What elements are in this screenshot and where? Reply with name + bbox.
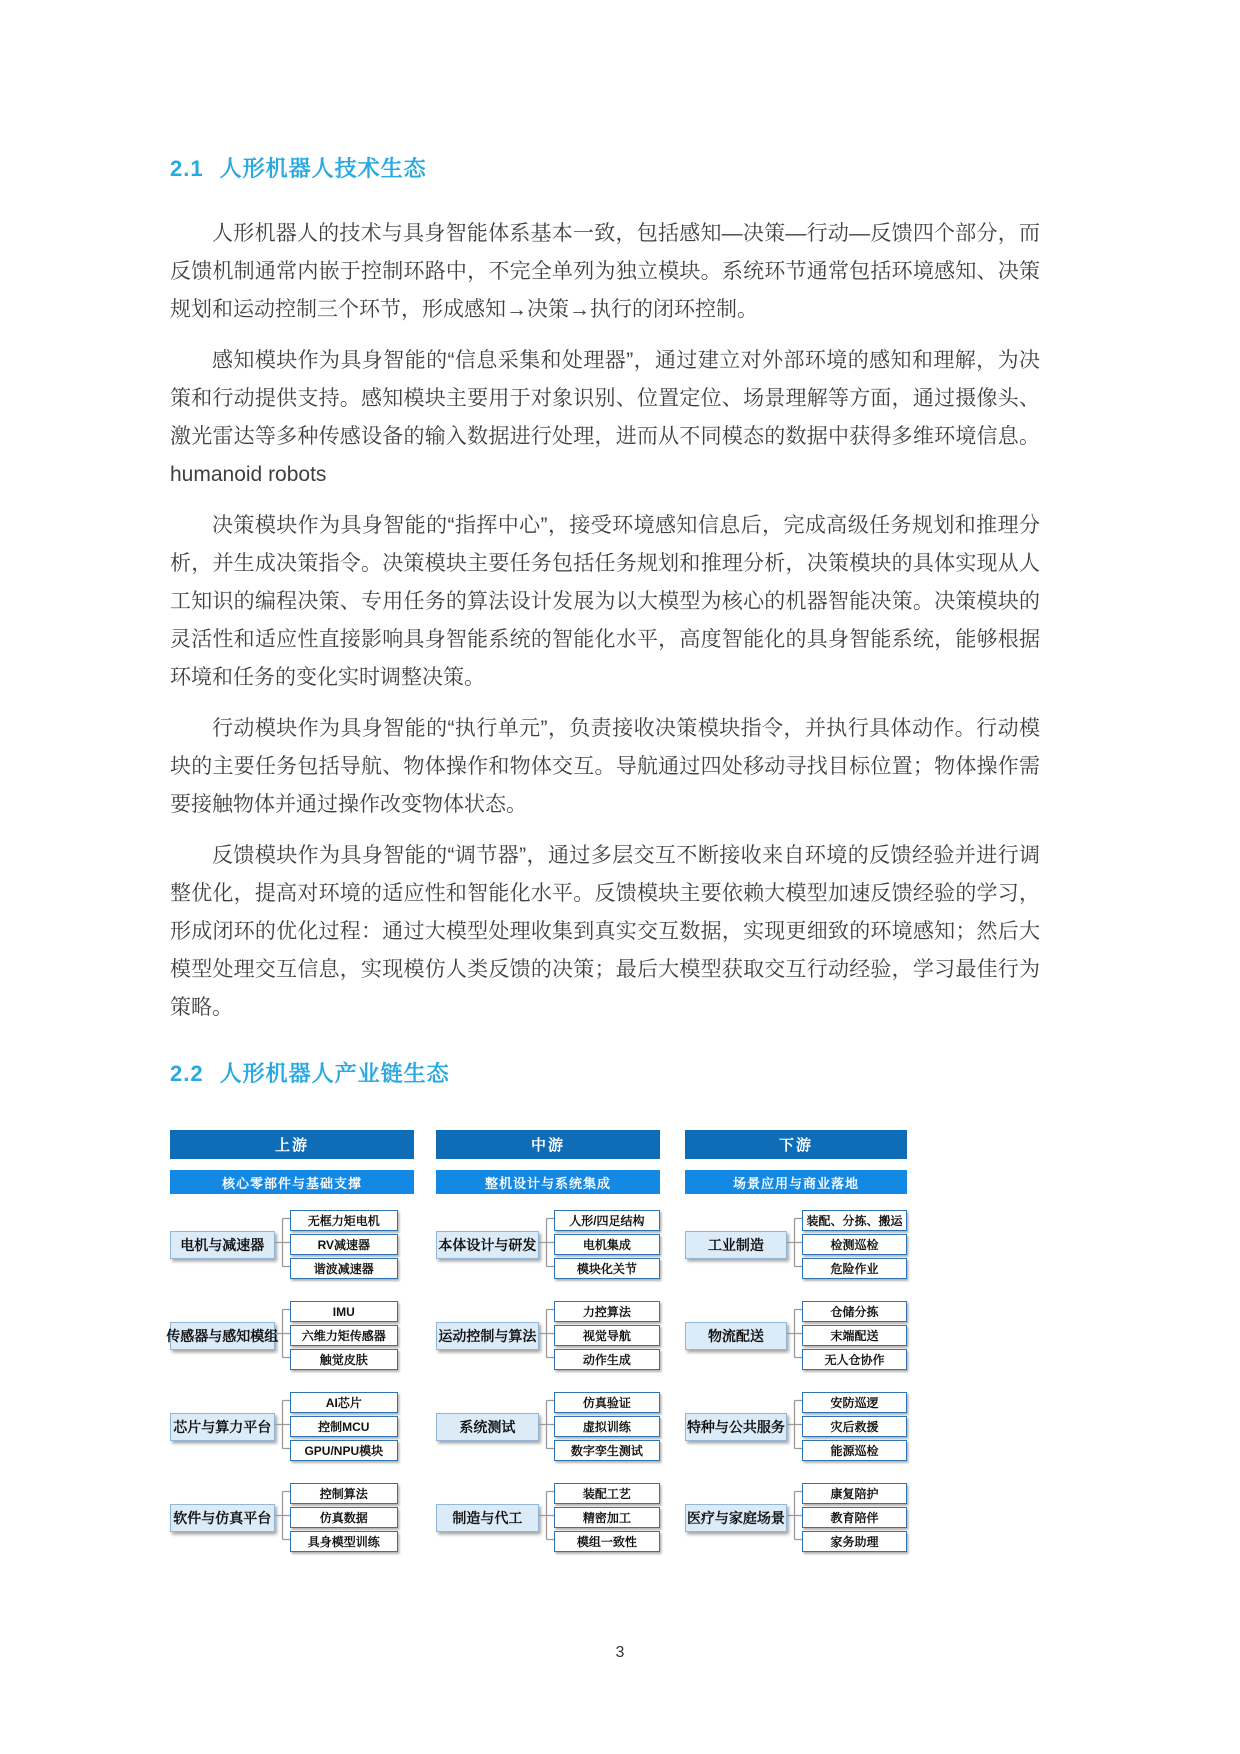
group-label: 运动控制与算法: [436, 1322, 539, 1350]
group-items: [802, 1392, 907, 1461]
section-2-1-heading: [170, 152, 1040, 183]
group-label: 本体设计与研发: [436, 1231, 539, 1259]
chain-item: 无框力矩电机: [290, 1210, 398, 1231]
chain-item: 危险作业: [802, 1258, 907, 1279]
chain-item: 谐波减速器: [290, 1258, 398, 1279]
group-items: [802, 1210, 907, 1279]
group-connector: [787, 1299, 802, 1373]
page-number: 3: [615, 1644, 625, 1661]
column-header: 下游: [685, 1130, 907, 1159]
bracket-connector-icon: [539, 1481, 554, 1550]
chain-group: [436, 1392, 660, 1461]
chain-item: 动作生成: [554, 1349, 660, 1370]
chain-item: 控制算法: [290, 1483, 398, 1504]
chain-group: [685, 1483, 907, 1552]
chain-item: 模组一致性: [554, 1531, 660, 1552]
chain-item: 触觉皮肤: [290, 1349, 398, 1370]
chain-group: [170, 1210, 414, 1279]
group-items: [554, 1483, 660, 1552]
chain-item: 虚拟训练: [554, 1416, 660, 1437]
group-label: 电机与减速器: [170, 1231, 275, 1259]
bracket-connector-icon: [275, 1481, 290, 1550]
group-connector: [275, 1481, 290, 1555]
group-label: 芯片与算力平台: [170, 1413, 275, 1441]
chain-item: 教育陪伴: [802, 1507, 907, 1528]
group-connector: [787, 1390, 802, 1464]
column-header: 中游: [436, 1130, 660, 1159]
group-items: [290, 1210, 398, 1279]
section-2-2-number: 2.2: [170, 1061, 204, 1086]
group-items: [290, 1392, 398, 1461]
chain-item: 人形/四足结构: [554, 1210, 660, 1231]
group-label: 制造与代工: [436, 1504, 539, 1532]
column-subheader: 核心零部件与基础支撑: [170, 1170, 414, 1194]
chain-item: 视觉导航: [554, 1325, 660, 1346]
chain-item: 无人仓协作: [802, 1349, 907, 1370]
chain-item: 仿真数据: [290, 1507, 398, 1528]
group-connector: [539, 1481, 554, 1555]
bracket-connector-icon: [539, 1208, 554, 1277]
chain-item: 模块化关节: [554, 1258, 660, 1279]
bracket-connector-icon: [787, 1208, 802, 1277]
group-connector: [275, 1208, 290, 1282]
chain-group: [436, 1301, 660, 1370]
chain-item: 检测巡检: [802, 1234, 907, 1255]
chain-item: IMU: [290, 1301, 398, 1322]
chain-group: [436, 1483, 660, 1552]
bracket-connector-icon: [539, 1299, 554, 1368]
bracket-connector-icon: [275, 1390, 290, 1459]
chain-group: [685, 1301, 907, 1370]
chain-item: 家务助理: [802, 1531, 907, 1552]
chain-item: 能源巡检: [802, 1440, 907, 1461]
chain-group: [436, 1210, 660, 1279]
chain-item: 精密加工: [554, 1507, 660, 1528]
chain-item: 仿真验证: [554, 1392, 660, 1413]
group-items: [802, 1483, 907, 1552]
chain-item: 具身模型训练: [290, 1531, 398, 1552]
page-content: [166, 0, 1040, 1574]
column-subheader: 场景应用与商业落地: [685, 1170, 907, 1194]
group-items: [290, 1483, 398, 1552]
chain-column-2: [436, 1130, 660, 1574]
group-label: 医疗与家庭场景: [685, 1504, 787, 1532]
industry-chain-diagram: [166, 1130, 908, 1574]
bracket-connector-icon: [787, 1390, 802, 1459]
chain-item: 末端配送: [802, 1325, 907, 1346]
paragraph-overview: 人形机器人的技术与具身智能体系基本一致，包括感知—决策—行动—反馈四个部分，而反馈机制通常内嵌于控制环路中，不完全单列为独立模块。系统环节通常包括环境感知、决策规划和运动控制三个环节，形成感知→决策→执行的闭环控制。: [170, 222, 1040, 321]
group-connector: [787, 1208, 802, 1282]
chain-group: [166, 1301, 414, 1370]
group-items: [554, 1392, 660, 1461]
group-connector: [539, 1299, 554, 1373]
section-2-2-title: 人形机器人产业链生态: [219, 1061, 450, 1086]
chain-group: [685, 1392, 907, 1461]
section-2-1-title: 人形机器人技术生态: [219, 156, 427, 181]
group-connector: [275, 1299, 290, 1373]
chain-column-3: [685, 1130, 907, 1574]
group-items: [802, 1301, 907, 1370]
bracket-connector-icon: [539, 1390, 554, 1459]
group-label: 软件与仿真平台: [170, 1504, 275, 1532]
section-2-1-number: 2.1: [170, 156, 204, 181]
group-label: 特种与公共服务: [685, 1413, 787, 1441]
group-items: [290, 1301, 398, 1370]
chain-group: [170, 1483, 414, 1552]
chain-group: [170, 1392, 414, 1461]
group-label: 工业制造: [685, 1231, 787, 1259]
group-connector: [275, 1390, 290, 1464]
bracket-connector-icon: [787, 1299, 802, 1368]
chain-item: 控制MCU: [290, 1416, 398, 1437]
group-items: [554, 1210, 660, 1279]
chain-group: [685, 1210, 907, 1279]
group-label: 传感器与感知模组: [170, 1322, 275, 1350]
column-header: 上游: [170, 1130, 414, 1159]
column-subheader: 整机设计与系统集成: [436, 1170, 660, 1194]
bracket-connector-icon: [787, 1481, 802, 1550]
chain-column-1: [166, 1130, 414, 1574]
group-label: 物流配送: [685, 1322, 787, 1350]
paragraph-decision-module: 决策模块作为具身智能的“指挥中心”，接受环境感知信息后，完成高级任务规划和推理分析，并生成决策指令。决策模块主要任务包括任务规划和推理分析，决策模块的具体实现从人工知识的编程决策、专用任务的算法设计发展为以大模型为核心的机器智能决策。决策模块的灵活性和适应性直接影响具身智能系统的智能化水平，高度智能化的具身智能系统，能够根据环境和任务的变化实时调整决策。: [170, 514, 1040, 689]
chain-item: 装配、分拣、搬运: [802, 1210, 907, 1231]
bracket-connector-icon: [275, 1208, 290, 1277]
chain-item: 装配工艺: [554, 1483, 660, 1504]
group-connector: [539, 1390, 554, 1464]
paragraph-action-module: 行动模块作为具身智能的“执行单元”，负责接收决策模块指令，并执行具体动作。行动模块的主要任务包括导航、物体操作和物体交互。导航通过四处移动寻找目标位置；物体操作需要接触物体并通过操作改变物体状态。: [170, 717, 1040, 816]
group-connector: [539, 1208, 554, 1282]
chain-item: 灾后救援: [802, 1416, 907, 1437]
chain-item: 康复陪护: [802, 1483, 907, 1504]
chain-item: 力控算法: [554, 1301, 660, 1322]
bracket-connector-icon: [275, 1299, 290, 1368]
paragraph-perception-module: 感知模块作为具身智能的“信息采集和处理器”，通过建立对外部环境的感知和理解，为决策和行动提供支持。感知模块主要用于对象识别、位置定位、场景理解等方面，通过摄像头、激光雷达等多种传感设备的输入数据进行处理，进而从不同模态的数据中获得多维环境信息。humanoid robots: [170, 349, 1040, 486]
chain-item: RV减速器: [290, 1234, 398, 1255]
chain-item: 电机集成: [554, 1234, 660, 1255]
chain-item: 数字孪生测试: [554, 1440, 660, 1461]
chain-item: AI芯片: [290, 1392, 398, 1413]
chain-item: 仓储分拣: [802, 1301, 907, 1322]
paragraph-feedback-module: 反馈模块作为具身智能的“调节器”，通过多层交互不断接收来自环境的反馈经验并进行调整优化，提高对环境的适应性和智能化水平。反馈模块主要依赖大模型加速反馈经验的学习，形成闭环的优化过程：通过大模型处理收集到真实交互数据，实现更细致的环境感知；然后大模型处理交互信息，实现模仿人类反馈的决策；最后大模型获取交互行动经验，学习最佳行为策略。: [170, 844, 1040, 1019]
group-label: 系统测试: [436, 1413, 539, 1441]
chain-item: 安防巡逻: [802, 1392, 907, 1413]
section-2-2-heading: [170, 1057, 1040, 1088]
chain-item: 六维力矩传感器: [290, 1325, 398, 1346]
group-connector: [787, 1481, 802, 1555]
chain-item: GPU/NPU模块: [290, 1440, 398, 1461]
group-items: [554, 1301, 660, 1370]
